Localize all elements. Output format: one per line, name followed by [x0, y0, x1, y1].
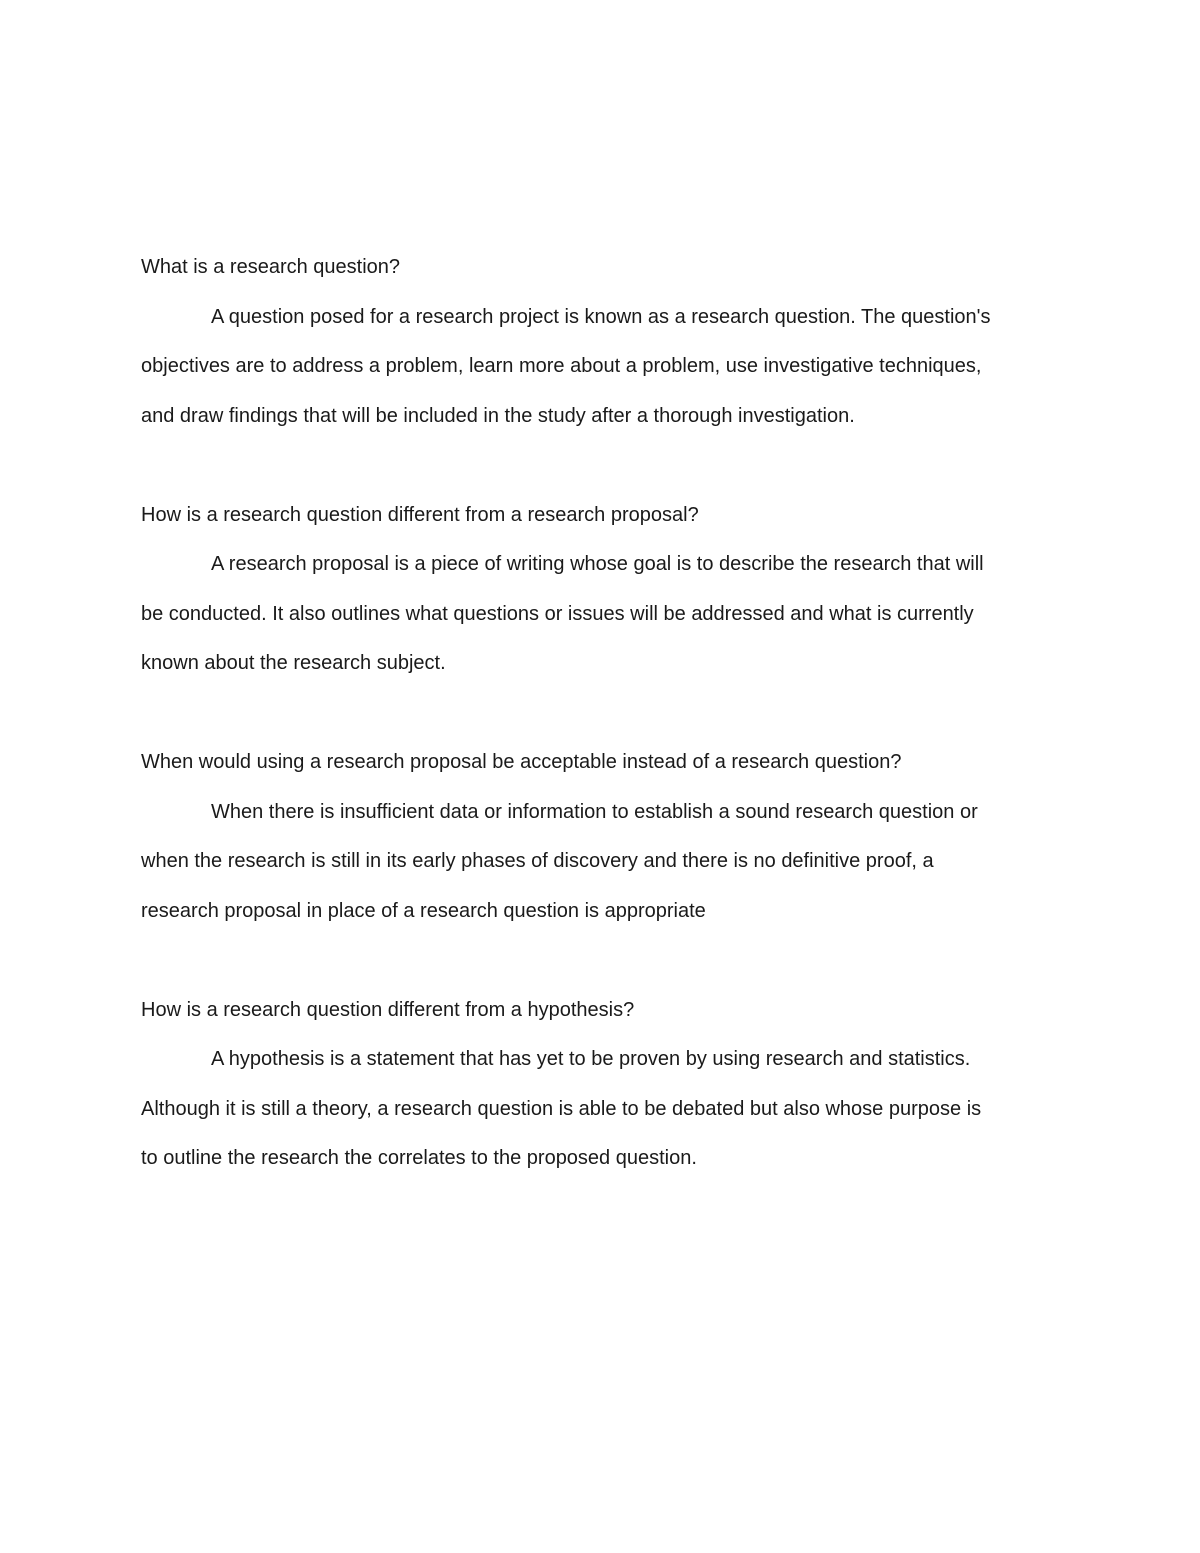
answer-line: objectives are to address a problem, learn more about a problem, use investigative techniques, [141, 355, 982, 377]
answer-line: to outline the research the correlates to the proposed question. [141, 1147, 697, 1169]
answer-line: when the research is still in its early phases of discovery and there is no definitive proof, a [141, 850, 934, 872]
document-body [141, 243, 1061, 1233]
question-heading: What is a research question? [141, 256, 401, 278]
answer-line: Although it is still a theory, a research question is able to be debated but also whose purpose is [141, 1097, 982, 1120]
question-heading: How is a research question different from a hypothesis? [141, 998, 635, 1021]
qa-section-proposal-acceptable [141, 738, 1061, 936]
answer-paragraph [141, 788, 1053, 937]
answer-line: and draw findings that will be included in the study after a thorough investigation. [141, 404, 855, 427]
answer-paragraph [141, 540, 1053, 689]
answer-line: When there is insufficient data or information to establish a sound research question or [211, 800, 978, 823]
question-heading: When would using a research proposal be acceptable instead of a research question? [141, 751, 902, 773]
answer-line: be conducted. It also outlines what questions or issues will be addressed and what is currently [141, 602, 974, 625]
answer-line: A hypothesis is a statement that has yet to be proven by using research and statistics. [211, 1048, 971, 1070]
answer-line: research proposal in place of a research question is appropriate [141, 899, 706, 922]
qa-section-question-vs-hypothesis [141, 986, 1061, 1184]
answer-line: A research proposal is a piece of writing whose goal is to describe the research that will [211, 553, 984, 575]
answer-line: known about the research subject. [141, 652, 446, 674]
question-heading: How is a research question different from a research proposal? [141, 503, 699, 526]
qa-section-question-vs-proposal [141, 491, 1061, 689]
qa-section-research-question [141, 243, 1061, 441]
answer-paragraph [141, 293, 1053, 442]
answer-paragraph [141, 1035, 1053, 1184]
answer-line: A question posed for a research project is known as a research question. The question's [211, 305, 991, 328]
